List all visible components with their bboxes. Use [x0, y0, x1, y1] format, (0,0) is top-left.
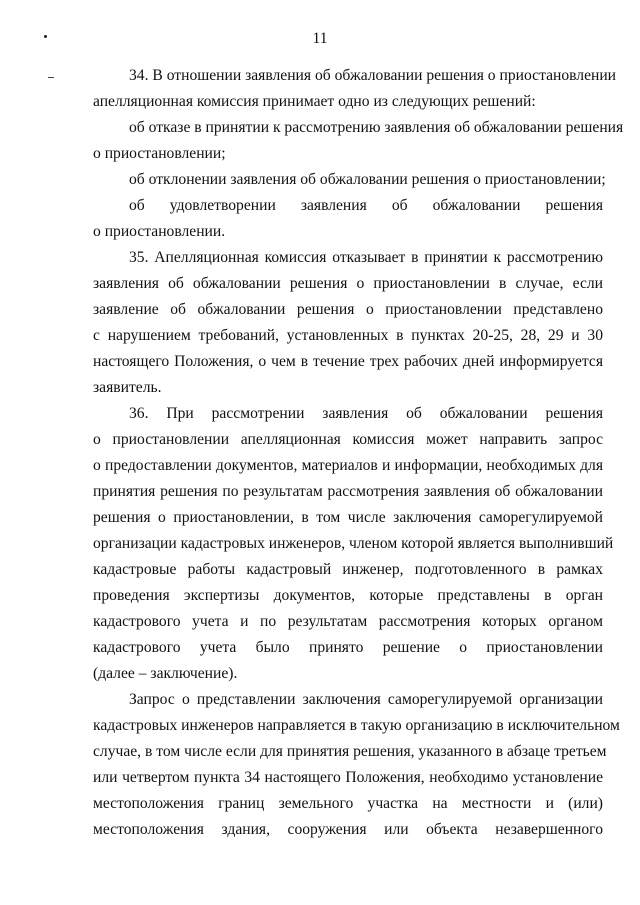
text-line: о предоставлении документов, материалов и информации, необходимых для	[93, 457, 603, 474]
text-line: о приостановлении апелляционная комиссия может направить запрос	[93, 431, 603, 448]
text-line: о приостановлении;	[93, 145, 226, 162]
text-line: Запрос о представлении заключения саморегулируемой организации	[129, 691, 603, 708]
text-line: организации кадастровых инженеров, членом которой является выполнивший	[93, 535, 614, 552]
text-line: кадастровые работы кадастровый инженер, подготовленного в рамках	[93, 561, 603, 578]
text-line: заявление об обжаловании решения о приостановлении представлено	[93, 301, 603, 318]
text-line: заявления об обжаловании решения о приостановлении в случае, если	[93, 275, 603, 292]
text-line: апелляционная комиссия принимает одно из следующих решений:	[93, 93, 536, 110]
text-line: 34. В отношении заявления об обжаловании решения о приостановлении	[129, 67, 617, 84]
text-line: (далее – заключение).	[93, 665, 238, 682]
text-line: 36. При рассмотрении заявления об обжаловании решения	[129, 405, 603, 422]
scan-mark-dash	[48, 77, 54, 78]
text-line: об отказе в принятии к рассмотрению заявления об обжаловании решения	[129, 119, 624, 136]
scan-mark-dot	[44, 35, 47, 38]
text-line: местоположения границ земельного участка на местности и (или)	[93, 795, 603, 812]
text-line: о приостановлении.	[93, 223, 226, 240]
text-line: местоположения здания, сооружения или объекта незавершенного	[93, 821, 603, 838]
text-line: случае, в том числе если для принятия решения, указанного в абзаце третьем	[93, 743, 607, 760]
text-line: принятия решения по результатам рассмотрения заявления об обжаловании	[93, 483, 603, 500]
text-line: заявитель.	[93, 379, 162, 396]
text-line: решения о приостановлении, в том числе заключения саморегулируемой	[93, 509, 603, 526]
text-line: или четвертом пункта 34 настоящего Положения, необходимо установление	[93, 769, 603, 786]
text-line: кадастрового учета было принято решение о приостановлении	[93, 639, 603, 656]
page-number: 11	[312, 30, 328, 47]
text-line: настоящего Положения, о чем в течение трех рабочих дней информируется	[93, 353, 603, 370]
text-line: с нарушением требований, установленных в пунктах 20-25, 28, 29 и 30	[93, 327, 603, 344]
text-line: кадастрового учета и по результатам рассмотрения которых органом	[93, 613, 603, 630]
text-line: об удовлетворении заявления об обжаловании решения	[129, 197, 603, 214]
text-line: об отклонении заявления об обжаловании решения о приостановлении;	[129, 171, 606, 188]
text-line: проведения экспертизы документов, которые представлены в орган	[93, 587, 603, 604]
text-line: кадастровых инженеров направляется в такую организацию в исключительном	[93, 717, 620, 734]
text-line: 35. Апелляционная комиссия отказывает в принятии к рассмотрению	[129, 249, 603, 266]
